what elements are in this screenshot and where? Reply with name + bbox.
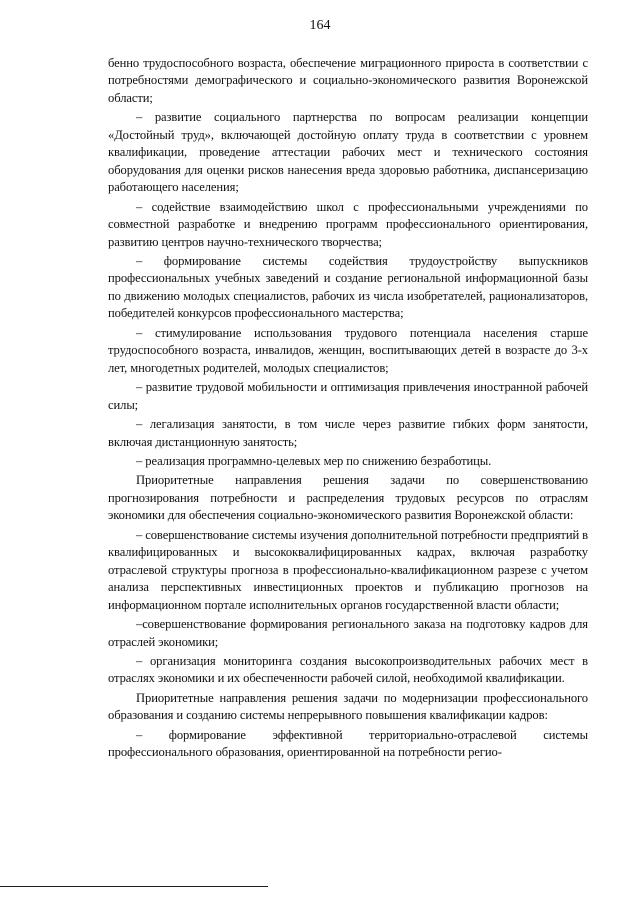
paragraph: бенно трудоспособного возраста, обеспечение миграционного прироста в соответствии с потребностями демографического и социально-экономического развития Воронежской области; — [108, 56, 588, 105]
paragraph: Приоритетные направления решения задачи по совершенствованию прогнозирования потребности и распределения трудовых ресурсов по отраслям экономики для обеспечения социально-экономического развития Воронежской области: — [108, 473, 588, 523]
paragraph: – содействие взаимодействию школ с профессиональными учреждениями по совместной разработке и внедрению программ профессионального ориентирования, развитию центров научно-технического творчества; — [108, 199, 588, 249]
paragraph: – организация мониторинга создания высокопроизводительных рабочих мест в отраслях экономики и их обеспеченности рабочей силой, необходимой квалификации. — [108, 653, 588, 686]
paragraph: – формирование эффективной территориально-отраслевой системы профессионального образования, ориентированной на потребности регио- — [108, 727, 588, 760]
document-body — [108, 55, 588, 762]
paragraph: – стимулирование использования трудового потенциала населения старше трудоспособного возраста, инвалидов, женщин, воспитывающих детей в возрасте до 3-х лет, многодетных родителей, молодых специалистов; — [108, 325, 588, 375]
paragraph: – формирование системы содействия трудоустройству выпускников профессиональных учебных заведений и создание региональной информационной базы по движению молодых специалистов, рабочих из числа изобретателей, рационализаторов, победителей конкурсов профессионального мастерства; — [108, 253, 588, 321]
paragraph: – реализация программно-целевых мер по снижению безработицы. — [136, 453, 492, 468]
paragraph: –совершенствование формирования регионального заказа на подготовку кадров для отраслей экономики; — [108, 617, 588, 649]
paragraph: – развитие социального партнерства по вопросам реализации концепции «Достойный труд», включающей достойную оплату труда в соответствии с уровнем квалификации, проведение аттестации рабочих мест и технического состояния оборудования для оценки рисков нанесения вреда здоровью работника, диспансеризацию работающего населения; — [108, 110, 588, 195]
paragraph: Приоритетные направления решения задачи по модернизации профессионального образования и созданию системы непрерывного повышения квалификации кадров: — [108, 690, 588, 723]
page-number: 164 — [309, 18, 331, 33]
paragraph: – развитие трудовой мобильности и оптимизация привлечения иностранной рабочей силы; — [108, 380, 588, 412]
footnote-divider — [0, 886, 268, 887]
paragraph: – легализация занятости, в том числе через развитие гибких форм занятости, включая дистанционную занятость; — [108, 417, 588, 449]
paragraph: – совершенствование системы изучения дополнительной потребности предприятий в квалифицированных и высококвалифицированных кадрах, включая разработку отраслевой структуры прогноза в профессионально-квалификационном разрезе с учетом анализа перспективных инвестиционных проектов и публикацию прогнозов на информационном портале исполнительных органов государственной власти области; — [108, 527, 588, 612]
